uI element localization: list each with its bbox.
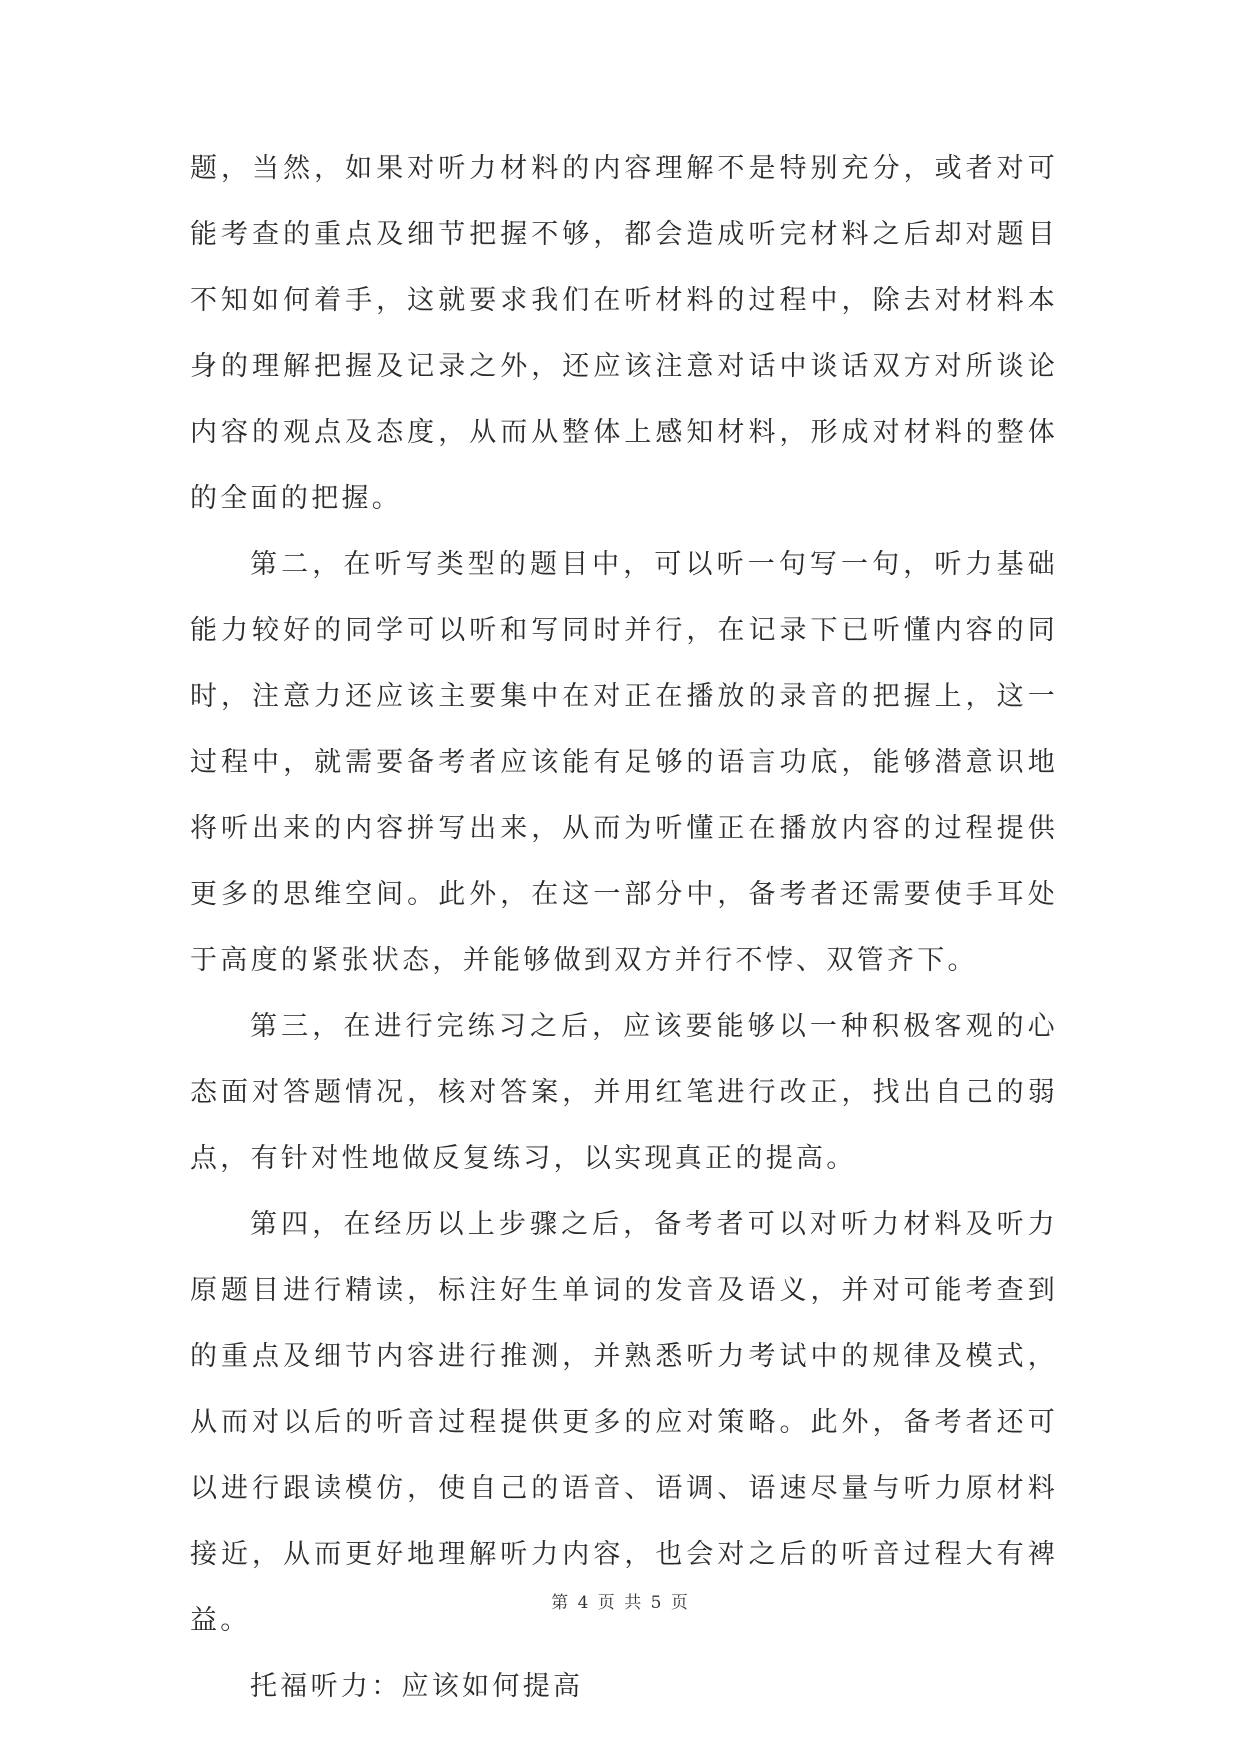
section-heading: 托福听力：应该如何提高 [250,1671,584,1702]
document-body [190,136,1058,1720]
page-number-footer: 第 4 页 共 5 页 [551,1593,690,1613]
paragraph-continuation: 题，当然，如果对听力材料的内容理解不是特别充分，或者对可能考查的重点及细节把握不够，都会造成听完材料之后却对题目不知如何着手，这就要求我们在听材料的过程中，除去对材料本身的理解把握及记录之外，还应该注意对话中谈话双方对所谈论内容的观点及态度，从而从整体上感知材料，形成对材料的整体的全面的把握。 [190,153,1058,514]
paragraph-second: 第二，在听写类型的题目中，可以听一句写一句，听力基础能力较好的同学可以听和写同时并行，在记录下已听懂内容的同时，注意力还应该主要集中在对正在播放的录音的把握上，这一过程中，就需要备考者应该能有足够的语言功底，能够潜意识地将听出来的内容拼写出来，从而为听懂正在播放内容的过程提供更多的思维空间。此外，在这一部分中，备考者还需要使手耳处于高度的紧张状态，并能够做到双方并行不悖、双管齐下。 [190,549,1058,976]
paragraph-third: 第三，在进行完练习之后，应该要能够以一种积极客观的心态面对答题情况，核对答案，并用红笔进行改正，找出自己的弱点，有针对性地做反复练习，以实现真正的提高。 [190,1011,1058,1174]
paragraph-fourth: 第四，在经历以上步骤之后，备考者可以对听力材料及听力原题目进行精读，标注好生单词的发音及语义，并对可能考查到的重点及细节内容进行推测，并熟悉听力考试中的规律及模式，从而对以后的听音过程提供更多的应对策略。此外，备考者还可以进行跟读模仿，使自己的语音、语调、语速尽量与听力原材料接近，从而更好地理解听力内容，也会对之后的听音过程大有裨益。 [190,1209,1058,1636]
